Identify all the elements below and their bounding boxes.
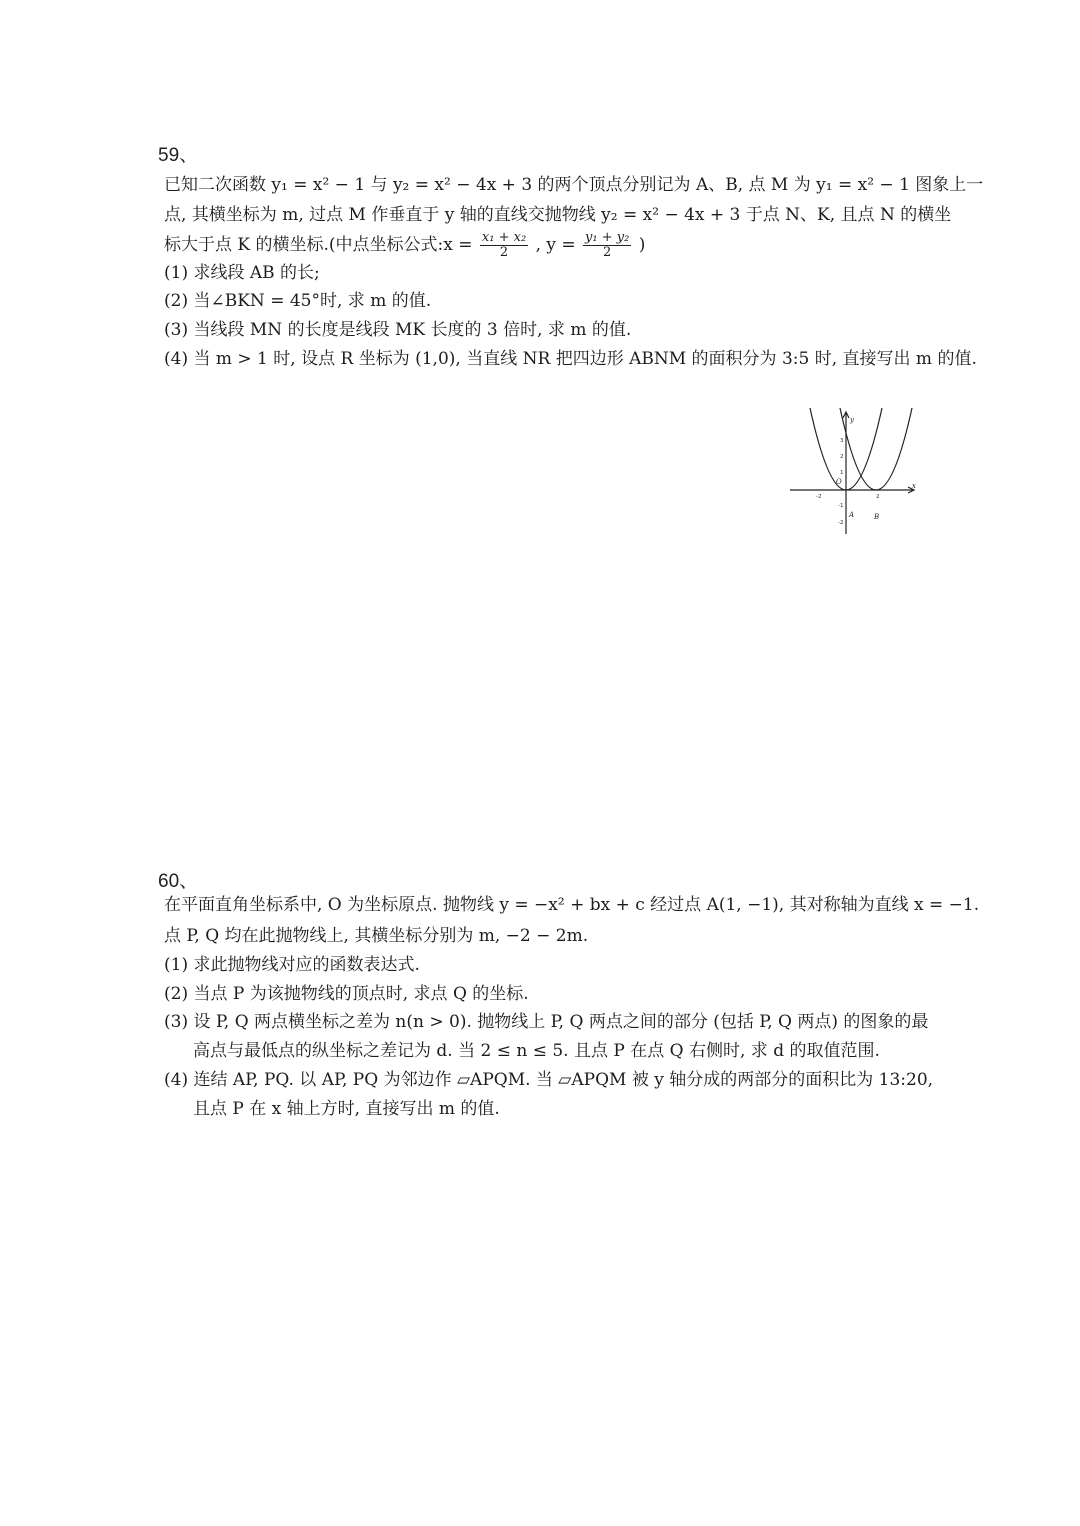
q59-part3: (3) 当线段 MN 的长度是线段 MK 长度的 3 倍时, 求 m 的值. (164, 320, 632, 340)
q59-line3-post: ) (638, 235, 646, 255)
tick-label-ym2: -2 (838, 520, 844, 526)
x-axis-label: x (912, 482, 916, 490)
y-axis-label: y (850, 416, 854, 424)
q59-line3-mid: , y = (535, 235, 576, 255)
q59-part2: (2) 当∠BKN = 45°时, 求 m 的值. (164, 291, 432, 311)
tick-label-y1: 1 (840, 470, 844, 476)
tick-label-x2: 2 (876, 494, 880, 500)
q59-statement-line3 (164, 228, 645, 262)
q59-part4: (4) 当 m > 1 时, 设点 R 坐标为 (1,0), 当直线 NR 把四边形 ABNM 的面积分为 3:5 时, 直接写出 m 的值. (164, 349, 977, 369)
q60-part2: (2) 当点 P 为该抛物线的顶点时, 求点 Q 的坐标. (164, 984, 529, 1004)
q59-part1: (1) 求线段 AB 的长; (164, 263, 320, 283)
fraction-denominator: 2 (603, 245, 612, 260)
question-60-number: 60、 (158, 871, 199, 892)
point-b-label: B (874, 513, 880, 521)
fraction-numerator: x₁ + x₂ (481, 230, 527, 245)
midpoint-x-fraction (480, 231, 528, 260)
fraction-numerator: y₁ + y₂ (585, 230, 630, 245)
tick-label-y3: 3 (840, 438, 844, 444)
point-a-label: A (849, 511, 855, 519)
midpoint-y-fraction (583, 231, 631, 260)
q59-statement-line1: 已知二次函数 y₁ = x² − 1 与 y₂ = x² − 4x + 3 的两个顶点分别记为 A、B, 点 M 为 y₁ = x² − 1 图象上一 (164, 175, 984, 195)
origin-label: O (836, 478, 842, 486)
q60-part4-line1: (4) 连结 AP, PQ. 以 AP, PQ 为邻边作 ▱APQM. 当 ▱APQM 被 y 轴分成的两部分的面积比为 13:20, (164, 1070, 934, 1090)
q60-part4-line2: 且点 P 在 x 轴上方时, 直接写出 m 的值. (193, 1099, 500, 1119)
q60-statement-line2: 点 P, Q 均在此抛物线上, 其横坐标分别为 m, −2 − 2m. (164, 926, 589, 946)
q59-line3-pre: 标大于点 K 的横坐标.(中点坐标公式:x = (164, 235, 473, 255)
tick-label-y2: 2 (840, 454, 844, 460)
parabola-figure (788, 404, 922, 538)
tick-label-ym1: -1 (838, 503, 844, 509)
q60-part3-line1: (3) 设 P, Q 两点横坐标之差为 n(n > 0). 抛物线上 P, Q 两点之间的部分 (包括 P, Q 两点) 的图象的最 (164, 1012, 929, 1032)
q60-part3-line2: 高点与最低点的纵坐标之差记为 d. 当 2 ≤ n ≤ 5. 且点 P 在点 Q 右侧时, 求 d 的取值范围. (193, 1041, 880, 1061)
q60-part1: (1) 求此抛物线对应的函数表达式. (164, 955, 420, 975)
q59-statement-line2: 点, 其横坐标为 m, 过点 M 作垂直于 y 轴的直线交抛物线 y₂ = x² − 4x + 3 于点 N、K, 且点 N 的横坐 (164, 205, 952, 225)
tick-label-xm2: -2 (816, 494, 822, 500)
q60-statement-line1: 在平面直角坐标系中, O 为坐标原点. 抛物线 y = −x² + bx + c 经过点 A(1, −1), 其对称轴为直线 x = −1. (164, 895, 980, 915)
fraction-denominator: 2 (499, 245, 509, 260)
question-59-number: 59、 (158, 145, 199, 166)
